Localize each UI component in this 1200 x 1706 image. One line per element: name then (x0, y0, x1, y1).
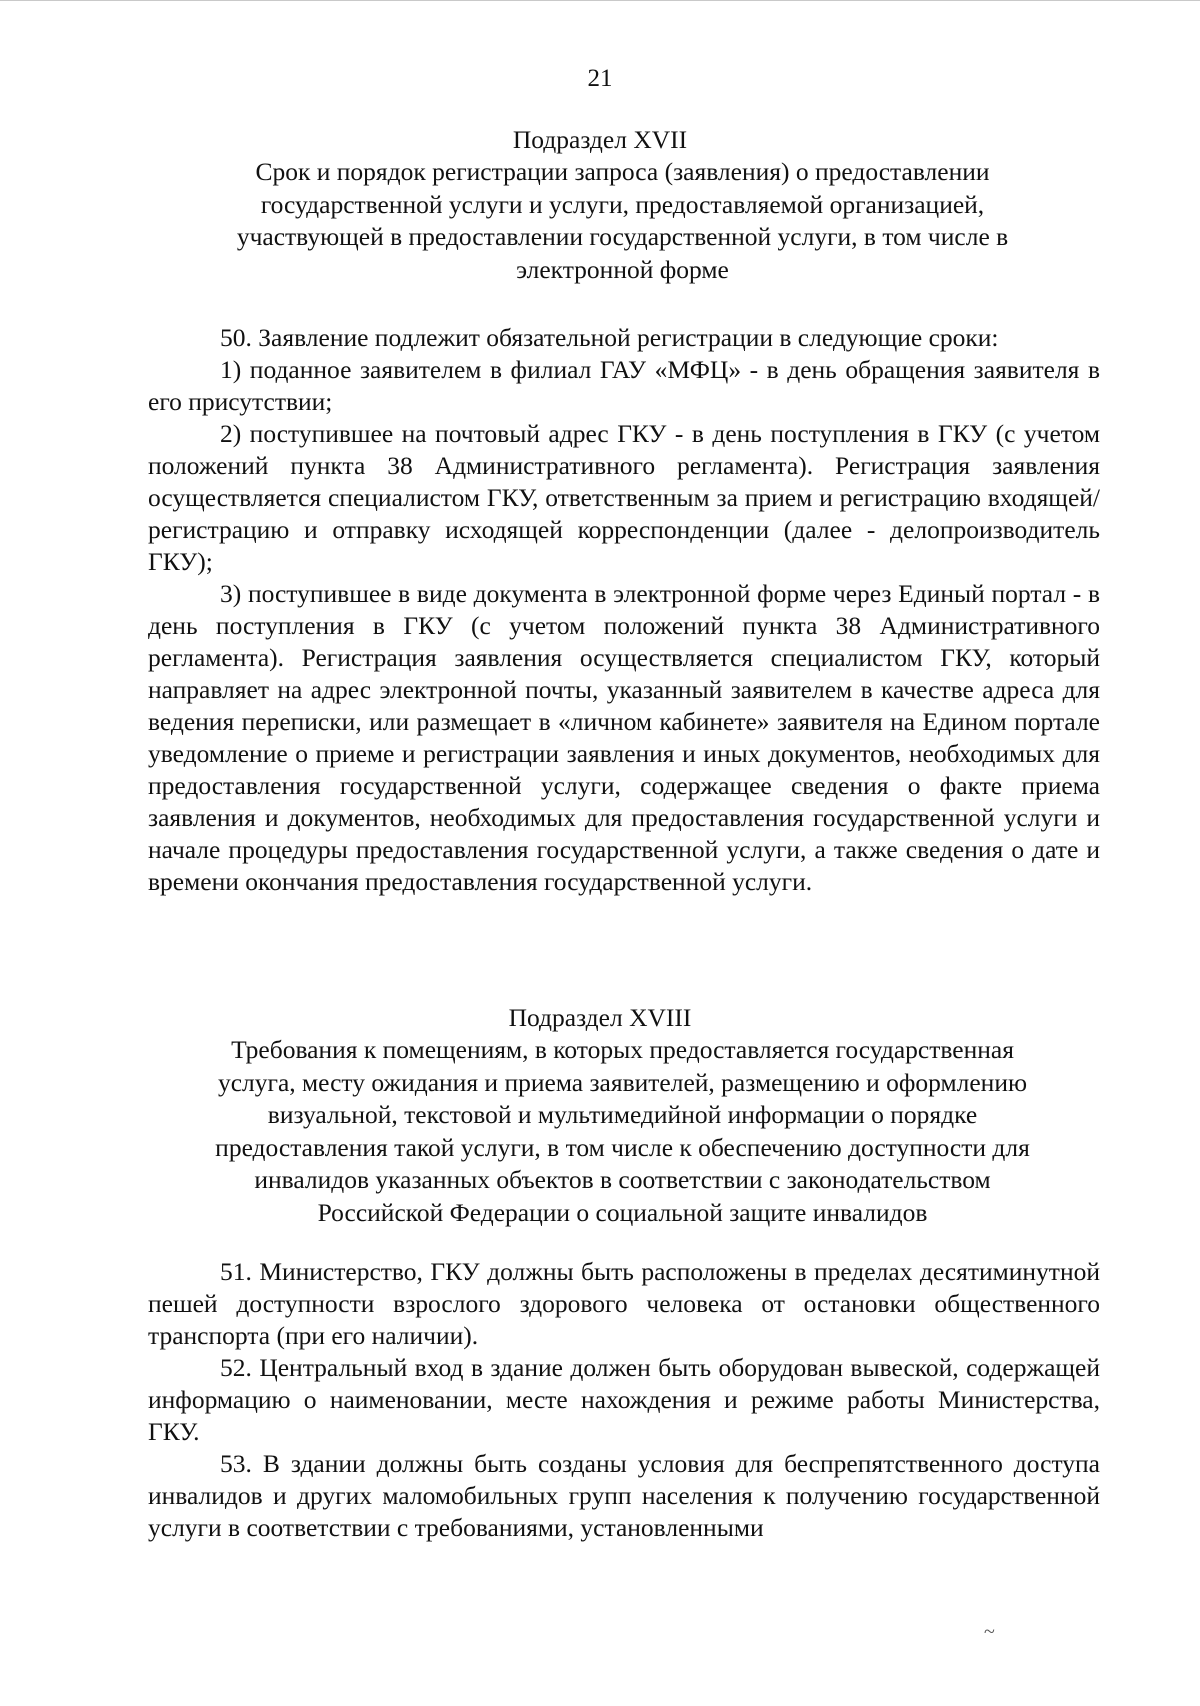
heading-line: электронной форме (516, 254, 729, 284)
subsection-17-heading (150, 156, 1095, 286)
heading-line: услуга, месту ожидания и приема заявителей, размещению и оформлению (217, 1067, 1028, 1097)
paragraph-53: 53. В здании должны быть созданы условия для беспрепятственного доступа инвалидов и других маломобильных групп населения к получению государственной услуги в соответствии с требованиями, установленными (148, 1449, 1100, 1542)
pen-mark: ~ (984, 1621, 995, 1643)
subsection-17-label: Подраздел XVII (512, 125, 688, 154)
heading-line: Срок и порядок регистрации запроса (заявления) о предоставлении (255, 157, 990, 186)
subsection-18-body (148, 1256, 1100, 1544)
paragraph-51: 51. Министерство, ГКУ должны быть расположены в пределах десятиминутной пешей доступности взрослого здорового человека от остановки общественного транспорта (при его наличии). (148, 1257, 1100, 1350)
subsection-18-label: Подраздел XVIII (508, 1003, 692, 1032)
paragraph-52: 52. Центральный вход в здание должен быть оборудован вывеской, содержащей информацию о наименовании, месте нахождения и режиме работы Министерства, ГКУ. (148, 1353, 1100, 1446)
paragraph-50-item-1: 1) поданное заявителем в филиал ГАУ «МФЦ» - в день обращения заявителя в его присутствии; (148, 355, 1100, 416)
heading-line: предоставления такой услуги, в том числе к обеспечению доступности для (215, 1132, 1030, 1162)
heading-line: Российской Федерации о социальной защите инвалидов (317, 1197, 928, 1227)
paragraph-50-item-3: 3) поступившее в виде документа в электронной форме через Единый портал - в день поступления в ГКУ (с учетом положений пункта 38 Административного регламента). Регистрация заявления осуществляется специалистом ГКУ, который направляет на адрес электронной почты, указанный заявителем в качестве адреса для ведения переписки, или размещает в «личном кабинете» заявителя на Едином портале уведомление о приеме и регистрации заявления и иных документов, необходимых для предоставления государственной услуги, содержащее сведения о факте приема заявления и документов, необходимых для предоставления государственной услуги и начале процедуры предоставления государственной услуги, а также сведения о дате и времени окончания предоставления государственной услуги. (148, 579, 1100, 896)
subsection-17-body (148, 322, 1100, 898)
paragraph-50-item-2: 2) поступившее на почтовый адрес ГКУ - в день поступления в ГКУ (с учетом положений пункта 38 Административного регламента). Регистрация заявления осуществляется специалистом ГКУ, ответственным за прием и регистрацию входящей/регистрацию и отправку исходящей корреспонденции (далее - делопроизводитель ГКУ); (148, 419, 1100, 576)
scan-edge (0, 0, 1200, 1)
heading-line: инвалидов указанных объектов в соответствии с законодательством (254, 1165, 991, 1194)
paragraph-50: 50. Заявление подлежит обязательной регистрации в следующие сроки: (220, 323, 999, 352)
heading-line: участвующей в предоставлении государственной услуги, в том числе в (236, 222, 1009, 251)
heading-line: визуальной, текстовой и мультимедийной информации о порядке (267, 1100, 978, 1129)
heading-line: Требования к помещениям, в которых предоставляется государственная (231, 1035, 1014, 1064)
page-number: 21 (587, 65, 613, 92)
subsection-18-heading (150, 1034, 1095, 1229)
heading-line: государственной услуги и услуги, предоставляемой организацией, (260, 189, 985, 219)
